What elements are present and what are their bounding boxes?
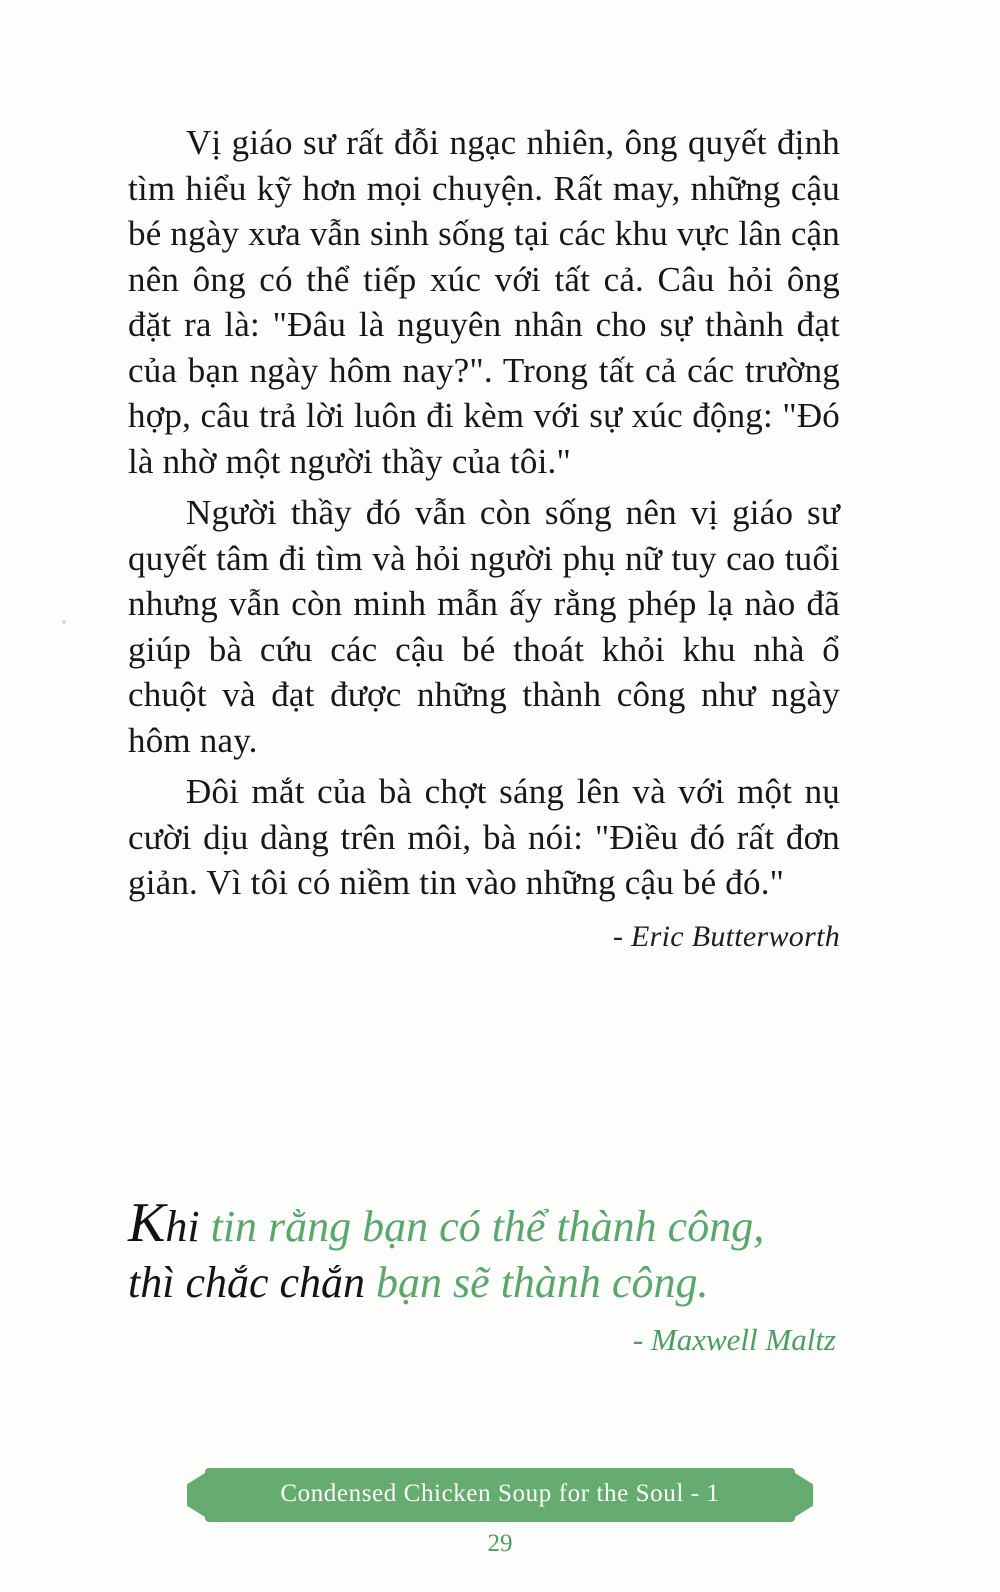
page-footer — [0, 1468, 1000, 1558]
paper-speck — [62, 620, 66, 624]
quote-attribution: - Maxwell Maltz — [632, 1321, 836, 1357]
quote-line-2-green: bạn sẽ thành công. — [365, 1258, 709, 1308]
paragraph: Đôi mắt của bà chợt sáng lên và với một nụ cười dịu dàng trên môi, bà nói: "Điều đó rất đơn giản. Vì tôi có niềm tin vào những cậu bé đó." — [128, 772, 840, 902]
body-text-block — [128, 120, 840, 954]
quote-line-1 — [128, 1192, 844, 1255]
quote-line-2-dark: thì chắc chắn — [128, 1258, 366, 1308]
page-number: 29 — [487, 1530, 513, 1557]
paragraph: Người thầy đó vẫn còn sống nên vị giáo sư quyết tâm đi tìm và hỏi người phụ nữ tuy cao tuổi nhưng vẫn còn minh mẫn ấy rằng phép lạ nào đã giúp bà cứu các cậu bé thoát khỏi khu nhà ổ chuột và đạt được những thành công như ngày hôm nay. — [128, 493, 840, 760]
story-attribution: - Eric Butterworth — [612, 919, 840, 953]
quote-dropcap: K — [128, 1192, 166, 1254]
quote-line-1-green: tin rằng bạn có thể thành công, — [199, 1202, 765, 1251]
paragraph: Vị giáo sư rất đỗi ngạc nhiên, ông quyết định tìm hiểu kỹ hơn mọi chuyện. Rất may, những cậu bé ngày xưa vẫn sinh sống tại các khu vực lân cận nên ông có thể tiếp xúc với tất cả. Câu hỏi ông đặt ra là: "Đâu là nguyên nhân cho sự thành đạt của bạn ngày hôm nay?". Trong tất cả các trường hợp, câu trả lời luôn đi kèm với sự xúc động: "Đó là nhờ một người thầy của tôi." — [128, 123, 840, 481]
quote-line-2 — [128, 1255, 844, 1311]
quote-dropcap-rest: hi — [165, 1202, 200, 1251]
pull-quote — [128, 1192, 844, 1358]
footer-banner: Condensed Chicken Soup for the Soul - 1 — [205, 1468, 795, 1522]
